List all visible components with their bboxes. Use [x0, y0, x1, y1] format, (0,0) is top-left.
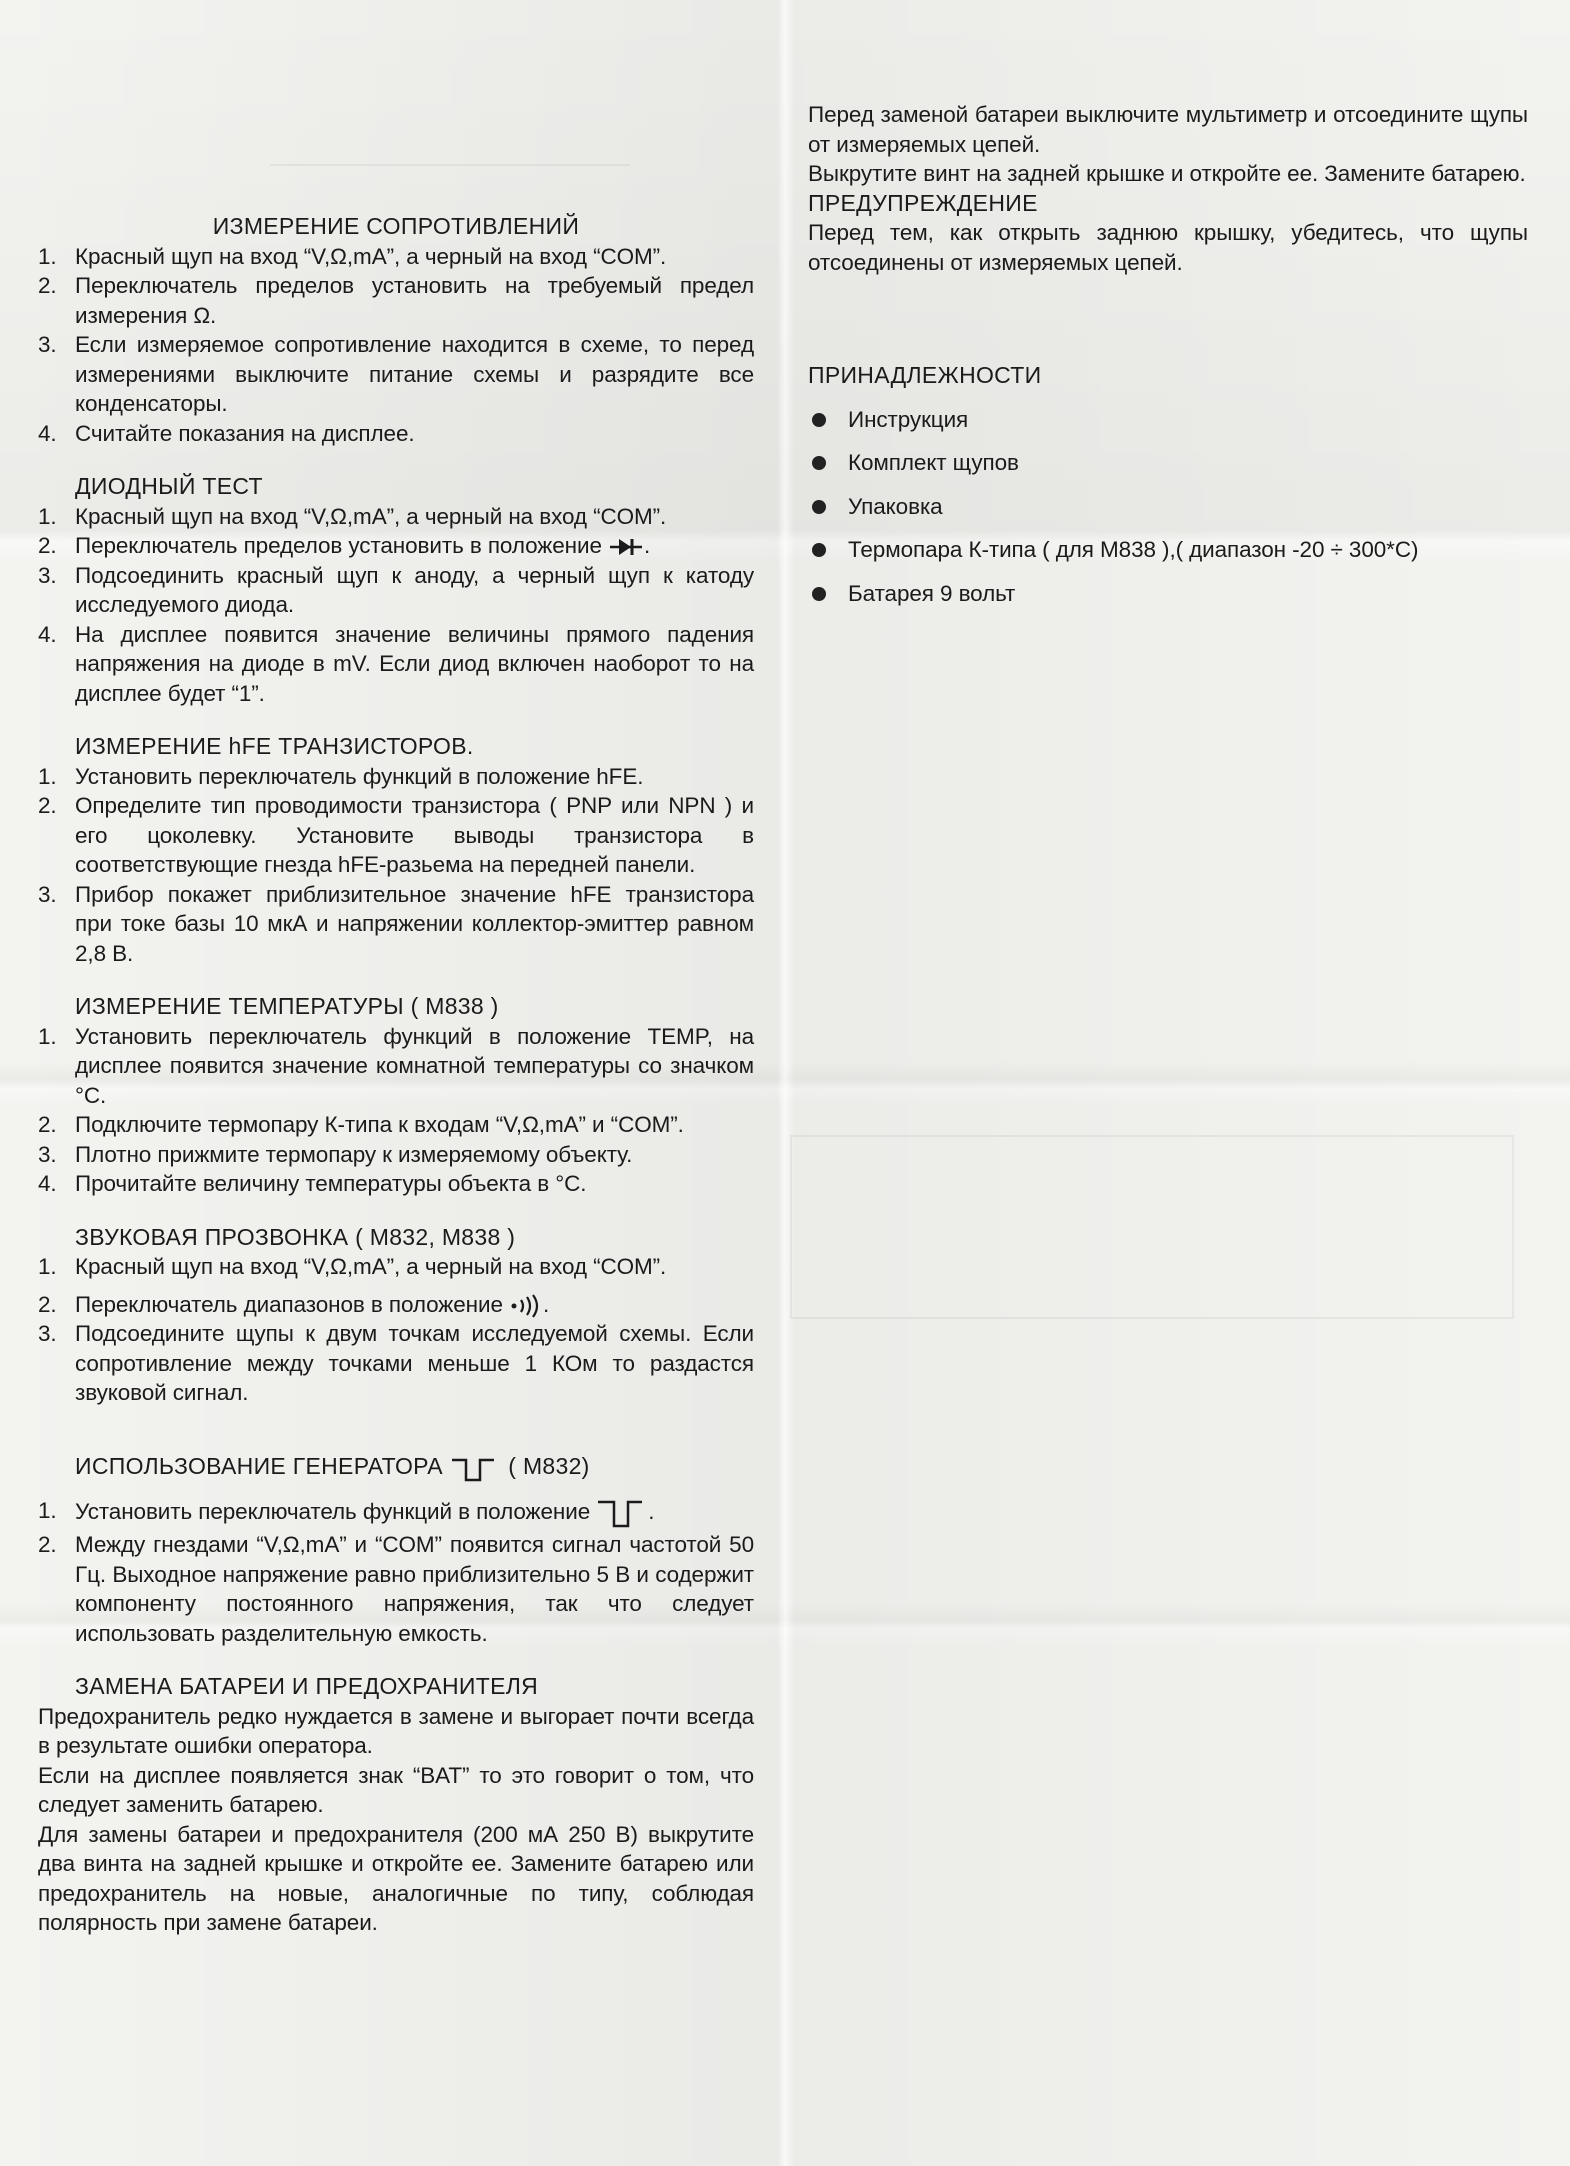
square-wave-icon — [450, 1452, 502, 1482]
right-column — [808, 100, 1528, 622]
continuity-steps — [38, 1252, 754, 1408]
hfe-steps — [38, 762, 754, 969]
resistance-steps — [38, 242, 754, 449]
list-item: 4. На дисплее появится значение величины прямого падения напряжения на диоде в mV. Если диод включен наоборот то на дисплее будет “1”. — [38, 621, 754, 706]
section-hfe — [38, 732, 754, 968]
list-item: Батарея 9 вольт — [808, 579, 1528, 609]
accessories-list — [808, 405, 1528, 609]
section-title: ИЗМЕРЕНИЕ ТЕМПЕРАТУРЫ ( M838 ) — [75, 993, 499, 1019]
list-item: Упаковка — [808, 492, 1528, 522]
section-title: ЗАМЕНА БАТАРЕИ И ПРЕДОХРАНИТЕЛЯ — [75, 1673, 539, 1700]
list-item: Инструкция — [808, 405, 1528, 435]
section-warning — [808, 189, 1528, 278]
temperature-steps — [38, 1022, 754, 1199]
section-title: ПРЕДУПРЕЖДЕНИЕ — [808, 189, 1038, 216]
list-item: 2. Переключатель диапазонов в положение . — [38, 1291, 550, 1317]
section-title: ИСПОЛЬЗОВАНИЕ ГЕНЕРАТОРА ( M832) — [38, 1452, 754, 1483]
list-item: Комплект щупов — [808, 448, 1528, 478]
paragraph: Предохранитель редко нуждается в замене и выгорает почти всегда в результате ошибки оператора. — [38, 1703, 754, 1759]
list-item: 2. Переключатель пределов установить в положение . — [38, 533, 651, 558]
bullet-icon — [812, 543, 826, 557]
section-title: ИЗМЕРЕНИЕ СОПРОТИВЛЕНИЙ — [212, 213, 580, 239]
bullet-icon — [812, 456, 826, 470]
list-item: 1. Красный щуп на вход “V,Ω,mA”, а черный на вход “COM”. — [38, 503, 667, 529]
sound-wave-icon — [509, 1294, 543, 1318]
section-title: ПРИНАДЛЕЖНОСТИ — [808, 362, 1042, 388]
left-column — [38, 212, 754, 1938]
list-item: 3. Подсоединить красный щуп к аноду, а черный щуп к катоду исследуемого диода. — [38, 562, 754, 617]
list-item: 3. Если измеряемое сопротивление находится в схеме, то перед измерениями выключите питание схемы и разрядите все конденсаторы. — [38, 332, 754, 416]
list-item: 2. Подключите термопару К-типа к входам “V,Ω,mA” и “COM”. — [38, 1112, 684, 1137]
square-wave-icon — [596, 1496, 648, 1530]
section-resistance — [38, 212, 754, 448]
section-battery-fuse — [38, 1672, 754, 1938]
list-item: 4. Прочитайте величину температуры объекта в °C. — [38, 1171, 587, 1196]
generator-steps — [38, 1496, 754, 1648]
list-item: 2. Определите тип проводимости транзистора ( PNP или NPN ) и его цоколевку. Установите выводы транзистора в соответствующие гнезда hFE-разьема на передней панели. — [38, 793, 754, 877]
section-generator — [38, 1452, 754, 1649]
show-through-table — [790, 1135, 1514, 1319]
section-diode-test — [38, 472, 754, 708]
list-item: 3. Подсоедините щупы к двум точкам исследуемой схемы. Если сопротивление между точками меньше 1 КОм то раздастся звуковой сигнал. — [38, 1321, 754, 1405]
bullet-icon — [812, 413, 826, 427]
paragraph: Для замены батареи и предохранителя (200 мА 250 В) выкрутите два винта на задней крышке и откройте ее. Замените батарею или предохранитель на новые, аналогичные по типу, соблюдая полярность при замене батареи. — [38, 1821, 754, 1936]
bullet-icon — [812, 500, 826, 514]
list-item: 3. Плотно прижмите термопару к измеряемому объекту. — [38, 1141, 633, 1167]
section-title: ИЗМЕРЕНИЕ hFE ТРАНЗИСТОРОВ. — [75, 733, 474, 759]
paragraph: Если на дисплее появляется знак “BAT” то это говорит о том, что следует заменить батарею. — [38, 1762, 754, 1818]
diode-icon — [608, 537, 644, 557]
list-item: 2. Между гнездами “V,Ω,mA” и “COM” появится сигнал частотой 50 Гц. Выходное напряжение равно приблизительно 5 В и содержит компоненту постоянного напряжения, так что следует использовать разделительную емкость. — [38, 1532, 754, 1646]
bullet-icon — [812, 587, 826, 601]
list-item: 4. Считайте показания на дисплее. — [38, 420, 415, 446]
show-through-shadow — [270, 140, 630, 166]
list-item: 1. Красный щуп на вход “V,Ω,mA”, а черный на вход “COM”. — [38, 1254, 667, 1279]
section-temperature — [38, 992, 754, 1199]
paragraph: Перед тем, как открыть заднюю крышку, убедитесь, что щупы отсоединены от измеряемых цепей. — [808, 220, 1528, 275]
list-item: 1. Установить переключатель функций в положение TEMP, на дисплее появится значение комнатной температуры со значком °C. — [38, 1023, 754, 1108]
paragraph: Перед заменой батареи выключите мультиметр и отсоедините щупы от измеряемых цепей. — [808, 102, 1528, 157]
list-item: 2. Переключатель пределов установить на требуемый предел измерения Ω. — [38, 273, 754, 328]
list-item: 3. Прибор покажет приблизительное значение hFE транзистора при токе базы 10 мкА и напряжении коллектор-эмиттер равном 2,8 В. — [38, 881, 754, 966]
list-item: Термопара К-типа ( для M838 ),( диапазон -20 ÷ 300*C) — [808, 535, 1528, 565]
list-item: 1. Установить переключатель функций в положение hFE. — [38, 763, 644, 789]
list-item: 1. Красный щуп на вход “V,Ω,mA”, а черный на вход “COM”. — [38, 243, 667, 269]
section-title: ДИОДНЫЙ ТЕСТ — [75, 473, 263, 499]
section-title: ЗВУКОВАЯ ПРОЗВОНКА ( M832, M838 ) — [75, 1223, 516, 1250]
list-item: 1. Установить переключатель функций в положение . — [38, 1496, 754, 1530]
paragraph: Выкрутите винт на задней крышке и откройте ее. Замените батарею. — [808, 161, 1526, 186]
section-continuity — [38, 1223, 754, 1408]
section-accessories — [808, 361, 1528, 608]
diode-steps — [38, 502, 754, 709]
